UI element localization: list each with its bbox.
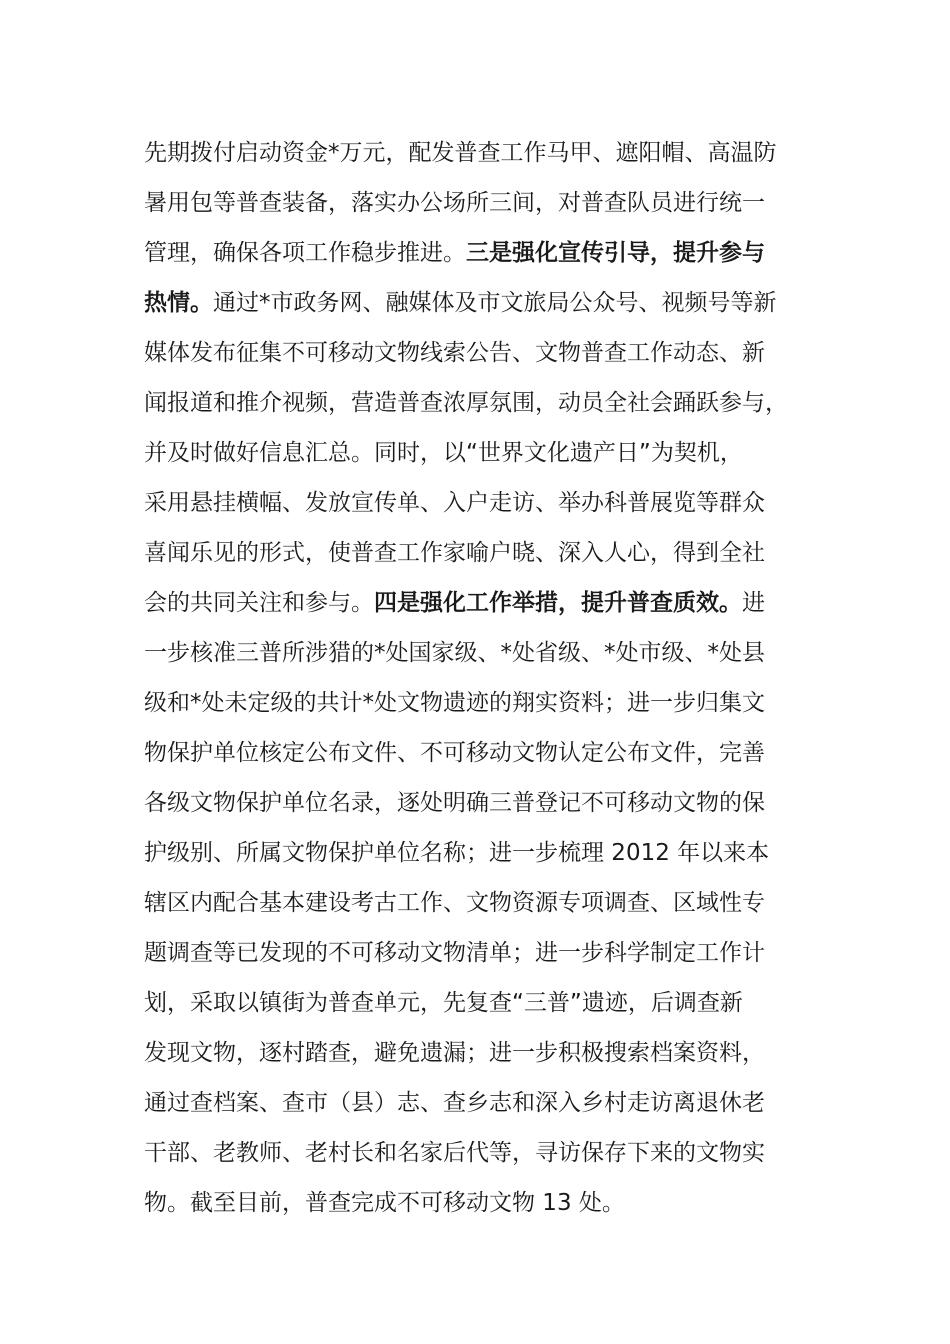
text-line bbox=[144, 978, 824, 1028]
text-run: 物。截至目前，普查完成不可移动文物 13 处。 bbox=[144, 1190, 625, 1216]
text-line bbox=[144, 678, 824, 728]
text-run: 暑用包等普查装备，落实办公场所三间，对普查队员进行统一 bbox=[144, 190, 765, 216]
text-line bbox=[144, 378, 824, 428]
text-line bbox=[144, 878, 824, 928]
text-run: 题调查等已发现的不可移动文物清单；进一步科学制定工作计 bbox=[144, 940, 765, 966]
text-run: 进 bbox=[742, 590, 765, 616]
text-line bbox=[144, 1178, 824, 1228]
bold-heading-run: 三是强化宣传引导，提升参与 bbox=[466, 240, 765, 266]
text-line bbox=[144, 778, 824, 828]
text-line bbox=[144, 578, 824, 628]
bold-heading-run: 四是强化工作举措，提升普查质效。 bbox=[374, 590, 742, 616]
text-run: 闻报道和推介视频，营造普查浓厚氛围，动员全社会踊跃参与， bbox=[144, 390, 788, 416]
text-run: 管理，确保各项工作稳步推进。 bbox=[144, 240, 466, 266]
text-run: 采用悬挂横幅、发放宣传单、入户走访、举办科普展览等群众 bbox=[144, 490, 765, 516]
text-run: 级和*处未定级的共计*处文物遗迹的翔实资料；进一步归集文 bbox=[144, 690, 765, 716]
text-run: 发现文物，逐村踏查，避免遗漏；进一步积极搜索档案资料， bbox=[144, 1040, 765, 1066]
text-run: 各级文物保护单位名录，逐处明确三普登记不可移动文物的保 bbox=[144, 790, 765, 816]
text-line bbox=[144, 928, 824, 978]
text-line bbox=[144, 828, 824, 878]
text-line bbox=[144, 428, 824, 478]
text-line bbox=[144, 128, 824, 178]
text-run: 护级别、所属文物保护单位名称；进一步梳理 2012 年以来本 bbox=[144, 840, 770, 866]
text-line bbox=[144, 1078, 824, 1128]
text-run: 并及时做好信息汇总。同时，以“世界文化遗产日”为契机， bbox=[144, 440, 743, 466]
text-run: 媒体发布征集不可移动文物线索公告、文物普查工作动态、新 bbox=[144, 340, 765, 366]
text-line bbox=[144, 1128, 824, 1178]
text-line bbox=[144, 728, 824, 778]
text-run: 一步核准三普所涉猎的*处国家级、*处省级、*处市级、*处县 bbox=[144, 640, 765, 666]
text-run: 会的共同关注和参与。 bbox=[144, 590, 374, 616]
text-line bbox=[144, 528, 824, 578]
text-line bbox=[144, 628, 824, 678]
body-paragraph bbox=[144, 128, 824, 1228]
text-run: 通过查档案、查市（县）志、查乡志和深入乡村走访离退休老 bbox=[144, 1090, 765, 1116]
text-run: 喜闻乐见的形式，使普查工作家喻户晓、深入人心，得到全社 bbox=[144, 540, 765, 566]
bold-heading-run: 热情。 bbox=[144, 290, 213, 316]
text-run: 划，采取以镇街为普查单元，先复查“三普”遗迹，后调查新 bbox=[144, 990, 743, 1016]
text-run: 通过*市政务网、融媒体及市文旅局公众号、视频号等新 bbox=[213, 290, 777, 316]
text-line bbox=[144, 1028, 824, 1078]
text-line bbox=[144, 478, 824, 528]
text-run: 先期拨付启动资金*万元，配发普查工作马甲、遮阳帽、高温防 bbox=[144, 140, 777, 166]
text-line bbox=[144, 228, 824, 278]
text-line bbox=[144, 178, 824, 228]
text-run: 辖区内配合基本建设考古工作、文物资源专项调查、区域性专 bbox=[144, 890, 765, 916]
text-line bbox=[144, 328, 824, 378]
text-run: 物保护单位核定公布文件、不可移动文物认定公布文件，完善 bbox=[144, 740, 765, 766]
text-run: 干部、老教师、老村长和名家后代等，寻访保存下来的文物实 bbox=[144, 1140, 765, 1166]
text-line bbox=[144, 278, 824, 328]
